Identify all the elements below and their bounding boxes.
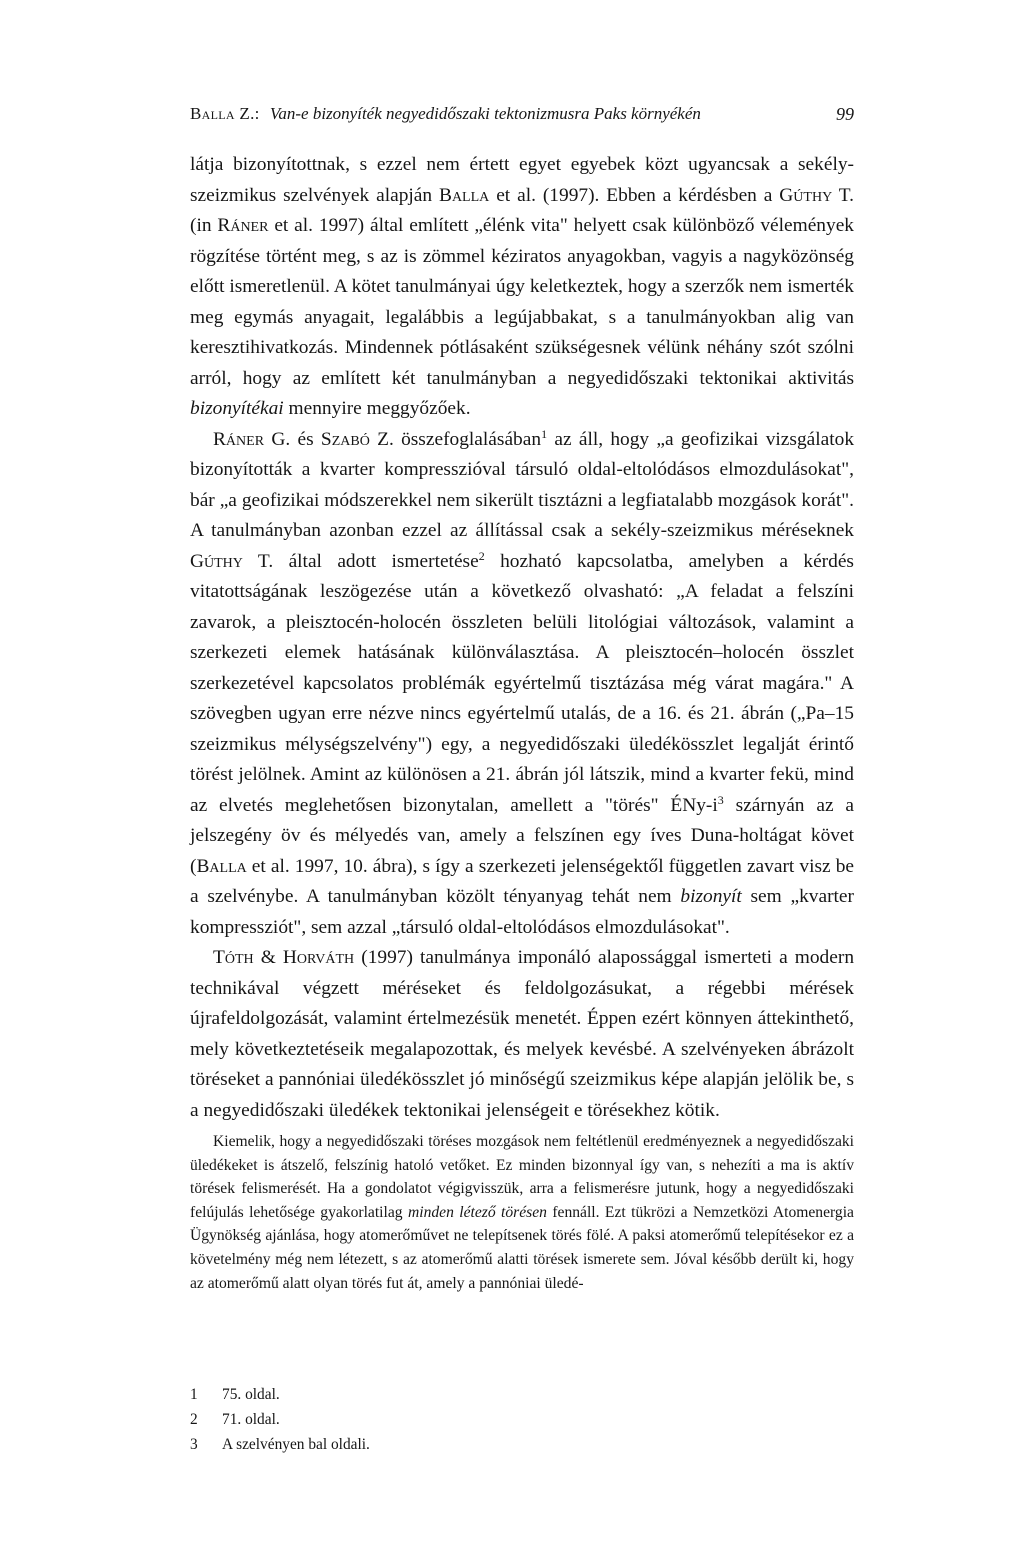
- author-name: Gúthy: [190, 550, 243, 572]
- text-run: szárnyán az a jelszegény öv és mélyedés van, amely a felszínen egy íves Duna-holtágat követ (: [190, 794, 854, 877]
- footnote-2: [190, 1407, 854, 1432]
- footnote-text: A szelvényen bal oldali.: [222, 1436, 370, 1453]
- text-run: Kiemelik, hogy a negyedidőszaki töréses mozgások nem feltétlenül eredményeznek a negyedidőszaki üledékeket is átszelő, felszínig hatoló vetőket. Ez minden bizonnyal így van, s nehezíti a ma is aktív törések felismerését. Ha a gondolatot végigvisszük, arra a felismerésre jutunk, hogy a negyedidőszaki felújulás lehetősége gyakorlatilag: [190, 1133, 854, 1221]
- text-run: T. (in: [190, 184, 854, 236]
- author-name: Szabó: [320, 428, 370, 450]
- text-run: sem „kvarter kompressziót", sem azzal „társuló oldal-eltolódásos elmozdulásokat".: [190, 886, 854, 938]
- footnotes: [190, 1382, 854, 1457]
- text-run: látja bizonyítottnak, s ezzel nem értett egyet egyebek közt ugyancsak a sekély-szeizmikus szelvények alapján: [190, 154, 854, 206]
- footnote-1: [190, 1382, 854, 1407]
- text-run: az áll, hogy „a geofizikai vizsgálatok bizonyították a kvarter kompresszióval társuló oldal-eltolódásos elmozdulásokat", bár „a geofizikai módszerekkel nem sikerült tisztázni a legfiatalabb mozgások korát". A tanulmányban azonban ezzel az állítással csak a sekély-szeizmikus méréseknek: [190, 428, 855, 541]
- footnote-3: [190, 1432, 854, 1457]
- emphasis-text: minden létező törésen: [407, 1203, 547, 1221]
- footnote-number: 3: [190, 1436, 198, 1453]
- author-name: Gúthy: [779, 184, 833, 206]
- text-run: et al. 1997, 10. ábra), s így a szerkezeti jelenségektől független zavart visz be a szelvénybe. A tanulmányban közölt tényanyag tehát nem: [190, 855, 854, 907]
- footnote-text: 71. oldal.: [222, 1411, 280, 1428]
- author-name: Balla: [439, 184, 490, 206]
- text-run: (1997) tanulmánya imponáló alapossággal ismerteti a modern technikával végzett méréseket és feldolgozásukat, a régebbi mérések újrafeldolgozását, valamint értelmezésük menetét. Éppen ezért könnyen áttekinthető, mely következtetéseik megalapozottak, és melyek kevésbé. A szelvényeken ábrázolt töréseket a pannóniai üledékösszlet jó minőségű szeizmikus képe alapján jelölik be, s a negyedidőszaki üledékek tektonikai jelenségeit e törésekhez kötik.: [190, 947, 855, 1121]
- author-name: Horváth: [282, 947, 355, 968]
- body-text: [190, 150, 854, 1126]
- paragraph: [190, 943, 854, 1126]
- text-run: T. által adott ismertetése: [242, 550, 479, 572]
- header-author: Balla Z.:: [190, 104, 260, 123]
- author-name: Balla: [196, 855, 247, 877]
- footnote-ref: 2: [478, 548, 485, 563]
- footnote-ref: 1: [541, 426, 548, 441]
- footnote-text: 75. oldal.: [222, 1386, 280, 1403]
- header-title: Van-e bizonyíték negyedidőszaki tektonizmusra Paks környékén: [269, 104, 701, 123]
- author-name: Tóth: [213, 947, 254, 968]
- emphasis-text: bizonyít: [680, 886, 742, 907]
- author-name: Ráner: [213, 428, 265, 450]
- running-header: [190, 104, 854, 130]
- paragraph: [190, 150, 854, 425]
- paragraph: [190, 425, 854, 944]
- text-run: hozható kapcsolatba, amelyben a kérdés vitatottságának leszögezése után a következő olvasható: „A feladat a felszíni zavarok, a pleisztocén-holocén összleten belüli litológiai változások, valamint a szerkezeti elemek hatásának különválasztása. A pleisztocén–holocén összlet szerkezetével kapcsolatos problémák egyértelmű tisztázása még várat magára." A szövegben ugyan erre nézve nincs egyértelmű utalás, de a 16. és 21. ábrán („Pa–15 szeizmikus mélységszelvény") egy, a negyedidőszaki üledékösszlet legalját érintő törést jelölnek. Amint az különösen a 21. ábrán jól látszik, mind a kvarter fekü, mind az elvetés meglehetősen bizonytalan, amellett a "törés" ÉNy-i: [190, 550, 854, 816]
- footnote-ref: 3: [717, 792, 724, 807]
- text-run: et al. (1997). Ebben a kérdésben a: [489, 184, 780, 206]
- small-print-paragraph: [190, 1130, 854, 1295]
- page-number: 99: [836, 104, 854, 124]
- author-name: Ráner: [217, 215, 269, 236]
- text-run: &: [253, 947, 283, 968]
- text-run: et al. 1997) által említett „élénk vita" helyett csak különböző vélemények rögzítése történt meg, s az is zömmel kéziratos anyagokban, vagyis a nagyközönség előtt ismeretlenül. A kötet tanulmányai úgy keletkeztek, hogy a szerzők nem ismerték meg egymás anyagait, legalábbis a legújabbakat, s a tanulmányokban alig van keresztihivatkozás. Mindennek pótlásaként szükségesnek vélünk néhány szót szólni arról, hogy az említett két tanulmányban a negyedidőszaki tektonikai aktivitás: [190, 215, 854, 389]
- text-run: Z. összefoglalásában: [369, 428, 542, 450]
- emphasis-text: bizonyítékai: [190, 398, 284, 419]
- footnote-number: 1: [190, 1386, 198, 1403]
- text-run: mennyire meggyőzőek.: [283, 398, 471, 419]
- text-run: fennáll. Ezt tükrözi a Nemzetközi Atomenergia Ügynökség ajánlása, hogy atomerőművet ne telepítsenek törés fölé. A paksi atomerőmű telepítésekor ez a követelmény még nem létezett, s az atomerőmű alatti törések ismerete sem. Jóval később derült ki, hogy az atomerőmű alatt olyan törés fut át, amely a pannóniai üledé-: [190, 1203, 854, 1292]
- footnote-number: 2: [190, 1411, 198, 1428]
- text-run: G. és: [264, 428, 321, 450]
